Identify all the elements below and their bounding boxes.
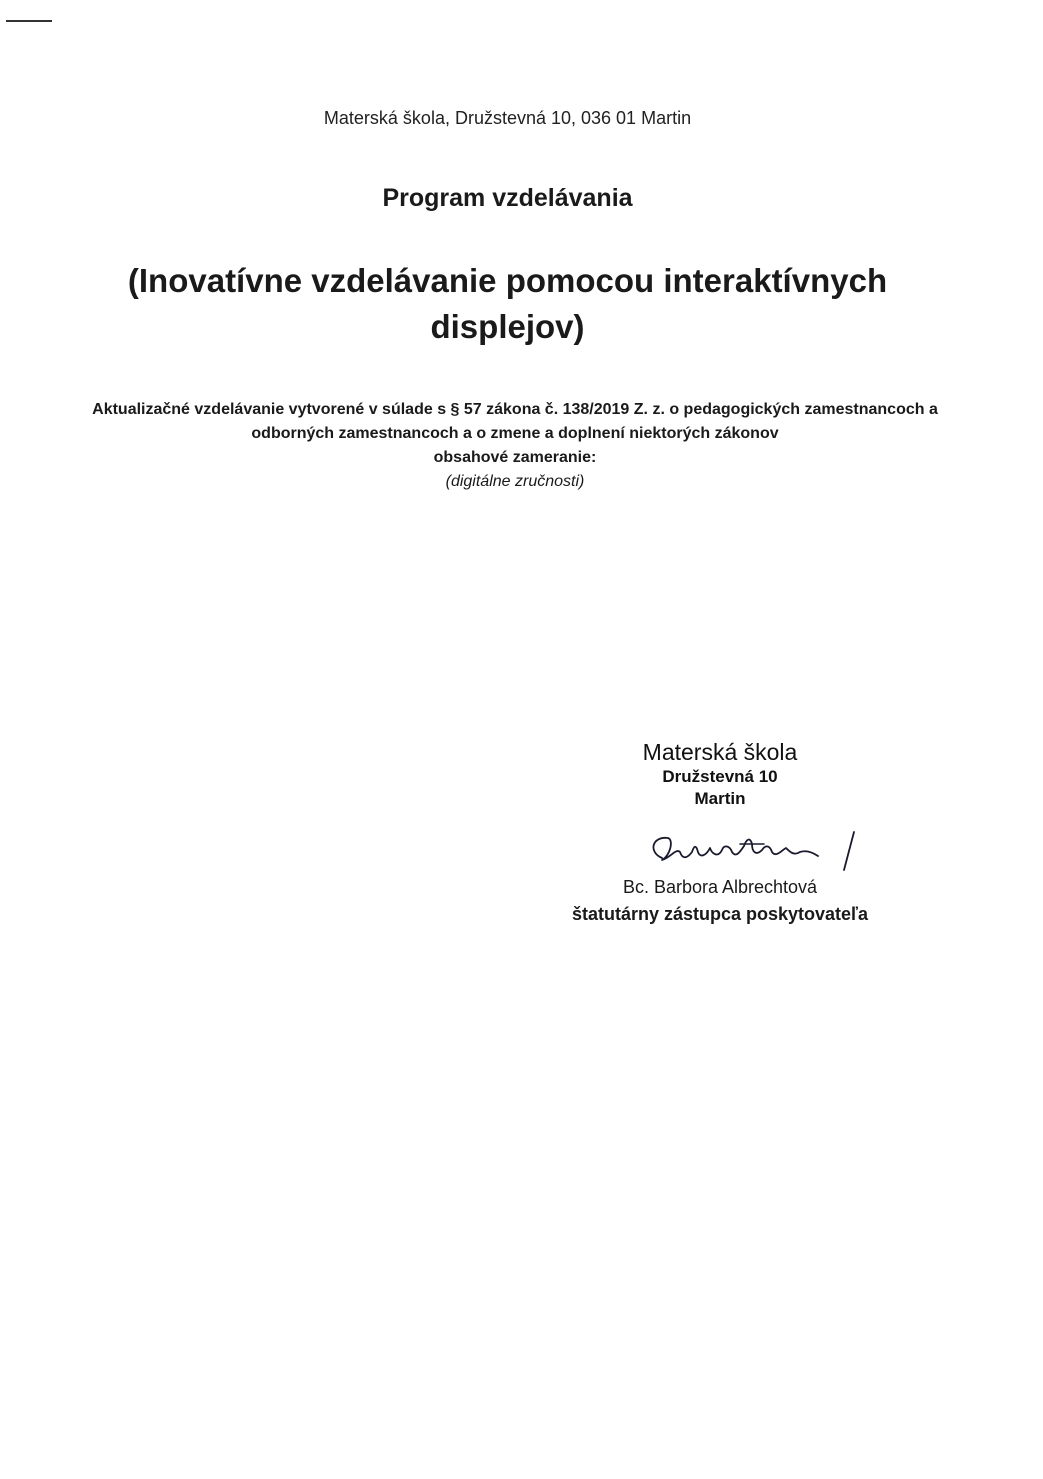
signatory-block <box>530 874 910 928</box>
stamp-street: Družstevná 10 <box>662 767 778 786</box>
stamp-name: Materská škola <box>642 739 798 765</box>
signatory-role: štatutárny zástupca poskytovateľa <box>571 904 869 924</box>
course-title: (Inovatívne vzdelávanie pomocou interaktívnych displejov) <box>127 262 888 345</box>
scan-artifact-mark <box>6 20 52 22</box>
stamp-city: Martin <box>694 789 746 808</box>
focus-label: obsahové zameranie: <box>433 449 597 466</box>
institution-stamp <box>600 738 840 810</box>
course-description <box>90 398 940 494</box>
focus-area: (digitálne zručnosti) <box>445 473 585 490</box>
program-title: Program vzdelávania <box>382 184 633 212</box>
institution-header: Materská škola, Družstevná 10, 036 01 Martin <box>323 108 692 128</box>
legal-basis-text: Aktualizačné vzdelávanie vytvorené v súlade s § 57 zákona č. 138/2019 Z. z. o pedagogických zamestnancoch a odborných zamestnancoch a o zmene a doplnení niektorých zákonov <box>92 401 938 442</box>
signatory-name: Bc. Barbora Albrechtová <box>622 877 818 897</box>
handwritten-signature <box>640 822 880 882</box>
